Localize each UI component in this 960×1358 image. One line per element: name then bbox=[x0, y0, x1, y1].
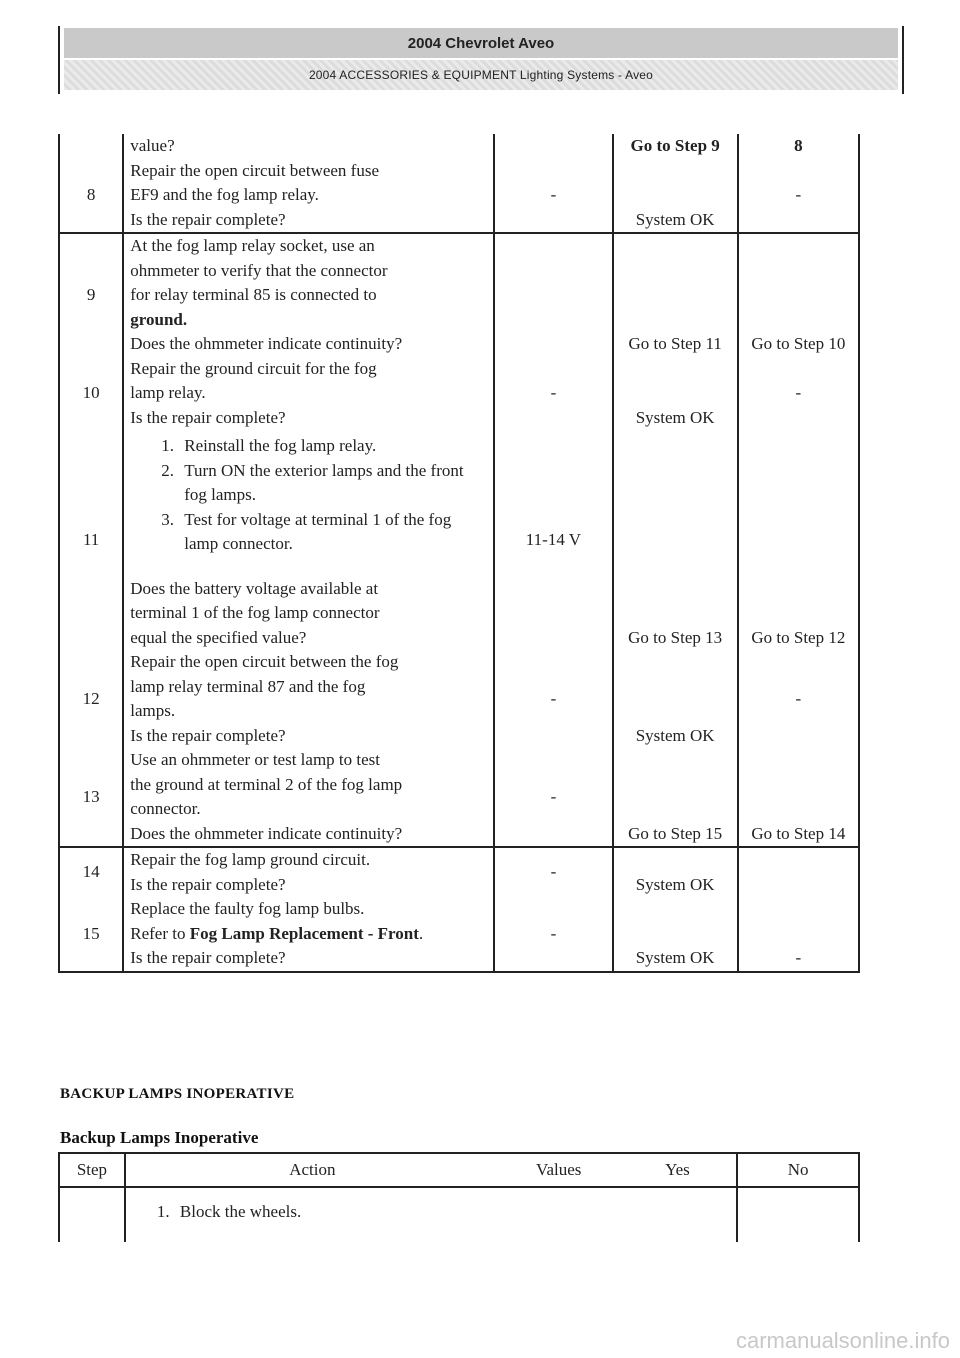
list-item: 1. Block the wheels. bbox=[174, 1200, 736, 1225]
procedure-list bbox=[130, 434, 489, 557]
step-cell: 13 bbox=[59, 748, 123, 847]
action-line: for relay terminal 85 is connected to bbox=[130, 285, 377, 304]
list-item: 2. Turn ON the exterior lamps and the front fog lamps. bbox=[178, 459, 489, 508]
no-cell: - bbox=[738, 897, 859, 972]
no-text: Go to Step 12 bbox=[751, 627, 846, 647]
action-cell bbox=[123, 430, 494, 650]
backup-lamps-table bbox=[58, 1152, 860, 1242]
step-cell: 14 bbox=[59, 847, 123, 897]
action-question: Does the ohmmeter indicate continuity? bbox=[130, 334, 403, 353]
action-line: connector. bbox=[130, 799, 201, 818]
action-cell bbox=[123, 748, 494, 847]
action-line: Does the battery voltage available at bbox=[130, 578, 379, 598]
action-line: lamp relay. bbox=[130, 383, 206, 402]
step-cell: 12 bbox=[59, 650, 123, 748]
header-title: 2004 Chevrolet Aveo bbox=[64, 28, 898, 58]
col-header-step: Step bbox=[59, 1153, 125, 1187]
document-header bbox=[58, 26, 904, 94]
table-row bbox=[59, 134, 859, 159]
action-line: lamps. bbox=[130, 701, 176, 720]
yes-cell: System OK bbox=[613, 159, 738, 234]
table-caption: Backup Lamps Inoperative bbox=[60, 1128, 259, 1147]
value-cell: - bbox=[494, 357, 612, 431]
no-cell: - bbox=[738, 159, 859, 234]
value-cell: - bbox=[494, 748, 612, 847]
no-cell: 8 bbox=[738, 134, 859, 159]
table-row bbox=[59, 430, 859, 650]
action-question: Is the repair complete? bbox=[130, 874, 286, 894]
value-cell: - bbox=[494, 897, 612, 972]
table-row bbox=[59, 650, 859, 748]
fog-lamp-replacement-link[interactable]: Fog Lamp Replacement - Front bbox=[189, 923, 419, 943]
header-subtitle: 2004 ACCESSORIES & EQUIPMENT Lighting Systems - Aveo bbox=[64, 60, 898, 90]
action-cell bbox=[123, 159, 494, 234]
step-cell bbox=[59, 134, 123, 159]
action-line: the ground at terminal 2 of the fog lamp bbox=[130, 774, 403, 794]
action-line: Repair the open circuit between the fog bbox=[130, 652, 399, 671]
procedure-list bbox=[126, 1200, 736, 1225]
step-cell: 15 bbox=[59, 897, 123, 972]
value-cell: 11-14 V bbox=[494, 430, 612, 650]
action-cell bbox=[123, 134, 494, 159]
action-question: Is the repair complete? bbox=[130, 209, 286, 229]
no-text: Go to Step 10 bbox=[751, 334, 846, 353]
no-text: Go to Step 14 bbox=[751, 823, 846, 843]
step-cell bbox=[59, 1187, 125, 1242]
value-cell: - bbox=[494, 650, 612, 748]
col-header-action: Action bbox=[125, 1153, 499, 1187]
action-reference bbox=[130, 922, 489, 947]
table-row bbox=[59, 159, 859, 234]
action-question: Does the ohmmeter indicate continuity? bbox=[130, 823, 403, 843]
yes-cell: System OK bbox=[613, 650, 738, 748]
step-cell: 10 bbox=[59, 357, 123, 431]
yes-text: Go to Step 11 bbox=[628, 334, 722, 353]
yes-cell: System OK bbox=[613, 847, 738, 897]
col-header-no: No bbox=[737, 1153, 859, 1187]
value-cell: - bbox=[494, 847, 612, 897]
no-cell bbox=[737, 1187, 859, 1242]
table-row bbox=[59, 1187, 859, 1242]
ref-prefix: Refer to bbox=[130, 923, 190, 943]
action-question: Is the repair complete? bbox=[130, 407, 286, 427]
no-cell: - bbox=[738, 650, 859, 748]
action-question: equal the specified value? bbox=[130, 627, 307, 647]
yes-text: Go to Step 13 bbox=[628, 627, 723, 647]
action-line: At the fog lamp relay socket, use an bbox=[130, 236, 375, 255]
action-line: Use an ohmmeter or test lamp to test bbox=[130, 750, 380, 769]
no-cell bbox=[738, 233, 859, 357]
step-cell: 11 bbox=[59, 430, 123, 650]
yes-cell bbox=[613, 233, 738, 357]
action-line: Repair the fog lamp ground circuit. bbox=[130, 850, 371, 869]
action-cell bbox=[123, 357, 494, 431]
value-cell bbox=[494, 134, 612, 159]
watermark: carmanualsonline.info bbox=[735, 1328, 950, 1353]
action-question: Is the repair complete? bbox=[130, 725, 286, 745]
table-row bbox=[59, 233, 859, 357]
action-line: lamp relay terminal 87 and the fog bbox=[130, 676, 366, 696]
diagnostic-table bbox=[58, 134, 860, 973]
action-cell bbox=[123, 233, 494, 357]
step-cell: 9 bbox=[59, 233, 123, 357]
action-cell bbox=[125, 1187, 737, 1242]
section-heading: BACKUP LAMPS INOPERATIVE bbox=[60, 1086, 295, 1102]
no-cell bbox=[738, 748, 859, 847]
header-row bbox=[59, 1153, 859, 1187]
action-line: Repair the ground circuit for the fog bbox=[130, 358, 377, 378]
yes-cell bbox=[613, 430, 738, 650]
yes-cell: Go to Step 9 bbox=[613, 134, 738, 159]
action-question: Is the repair complete? bbox=[130, 948, 286, 967]
action-cell bbox=[123, 897, 494, 972]
action-cell bbox=[123, 650, 494, 748]
yes-text: Go to Step 15 bbox=[628, 823, 723, 843]
action-line-bold: ground. bbox=[130, 309, 188, 329]
yes-cell bbox=[613, 748, 738, 847]
yes-cell: System OK bbox=[613, 357, 738, 431]
table-row bbox=[59, 847, 859, 897]
list-item: 3. Test for voltage at terminal 1 of the fog lamp connector. bbox=[178, 508, 489, 557]
ref-suffix: . bbox=[418, 923, 424, 943]
action-line: ohmmeter to verify that the connector bbox=[130, 260, 388, 280]
action-text: value? bbox=[130, 136, 175, 155]
value-cell bbox=[494, 233, 612, 357]
action-line: Replace the faulty fog lamp bulbs. bbox=[130, 899, 365, 918]
value-cell: - bbox=[494, 159, 612, 234]
action-line: terminal 1 of the fog lamp connector bbox=[130, 603, 380, 622]
action-cell bbox=[123, 847, 494, 897]
table-row bbox=[59, 897, 859, 972]
no-cell bbox=[738, 430, 859, 650]
action-line: Repair the open circuit between fuse bbox=[130, 160, 380, 180]
no-cell bbox=[738, 847, 859, 897]
no-cell: - bbox=[738, 357, 859, 431]
table-row bbox=[59, 357, 859, 431]
col-header-yes: Yes bbox=[619, 1153, 738, 1187]
step-cell: 8 bbox=[59, 159, 123, 234]
yes-cell: System OK bbox=[613, 897, 738, 972]
table-row bbox=[59, 748, 859, 847]
col-header-values: Values bbox=[499, 1153, 619, 1187]
list-item: 1. Reinstall the fog lamp relay. bbox=[178, 434, 489, 459]
action-line: EF9 and the fog lamp relay. bbox=[130, 185, 319, 204]
